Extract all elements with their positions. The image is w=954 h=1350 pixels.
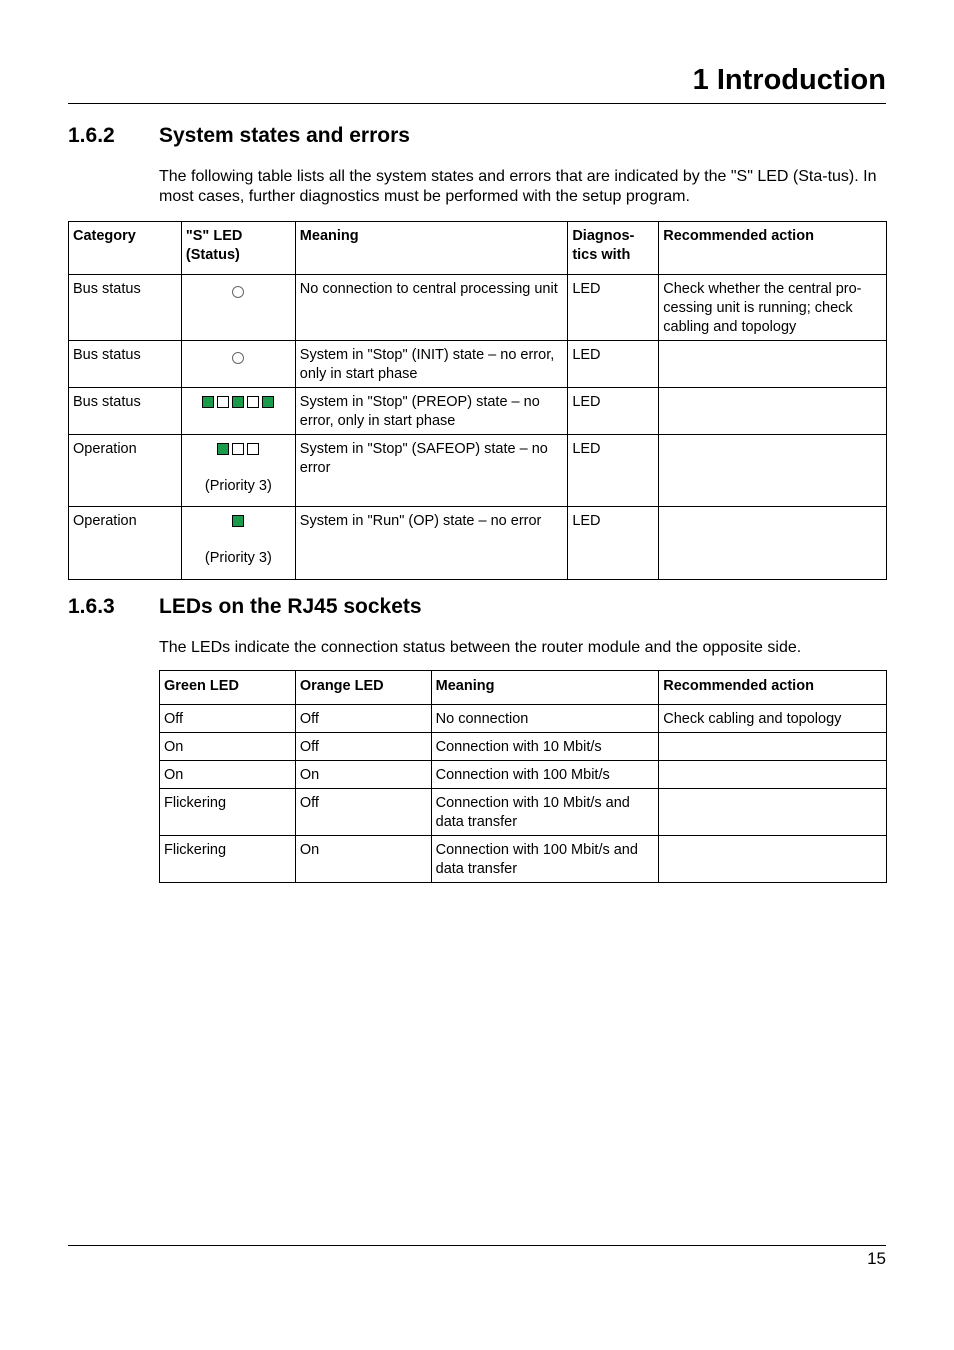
section-intro: The following table lists all the system states and errors that are indicated by the "S" LED (Sta-tus). In most cases, further diagnostics must be performed with the setup program. xyxy=(159,168,877,205)
table-cell xyxy=(659,733,887,761)
table-cell: Bus status xyxy=(69,388,182,435)
table-cell: System in "Stop" (INIT) state – no error, only in start phase xyxy=(295,341,568,388)
table-cell: Connection with 100 Mbit/s xyxy=(431,761,659,789)
system-states-table xyxy=(68,221,887,580)
led-cell xyxy=(181,435,295,507)
table-cell xyxy=(659,435,887,507)
table-cell xyxy=(659,761,887,789)
table-cell xyxy=(659,836,887,883)
led-on-square-icon xyxy=(232,515,244,527)
table-cell: LED xyxy=(568,341,659,388)
led-on-square-icon xyxy=(217,443,229,455)
table-cell: LED xyxy=(568,388,659,435)
led-pattern-100-icon xyxy=(186,443,291,455)
table-cell: Off xyxy=(295,789,431,836)
table-cell: Bus status xyxy=(69,275,182,341)
page-number: 15 xyxy=(867,1249,886,1268)
table-header-row xyxy=(160,671,887,705)
table-cell xyxy=(659,789,887,836)
section-title: LEDs on the RJ45 sockets xyxy=(159,595,422,618)
led-off-square-icon xyxy=(247,443,259,455)
priority-note: (Priority 3) xyxy=(204,478,272,494)
footer-rule xyxy=(68,1245,886,1246)
table-cell: Off xyxy=(160,705,296,733)
table-cell: System in "Stop" (PREOP) state – no error, only in start phase xyxy=(295,388,568,435)
table-cell: Check cabling and topology xyxy=(659,705,887,733)
table-cell xyxy=(659,388,887,435)
led-cell xyxy=(181,341,295,388)
table-row xyxy=(160,705,887,733)
section-number: 1.6.3 xyxy=(68,595,115,618)
table-row xyxy=(160,836,887,883)
led-off-square-icon xyxy=(232,443,244,455)
chapter-title: 1 Introduction xyxy=(692,64,886,96)
table-cell: Bus status xyxy=(69,341,182,388)
column-header: Orange LED xyxy=(295,671,431,705)
led-on-square-icon xyxy=(232,396,244,408)
table-row xyxy=(69,435,887,507)
table-header-row xyxy=(69,222,887,275)
table-cell: No connection to central processing unit xyxy=(295,275,568,341)
table-cell: System in "Stop" (SAFEOP) state – no error xyxy=(295,435,568,507)
table-cell: Flickering xyxy=(160,789,296,836)
table-cell: System in "Run" (OP) state – no error xyxy=(295,507,568,580)
table-cell: On xyxy=(295,761,431,789)
column-header: Category xyxy=(69,222,182,275)
led-cell xyxy=(181,388,295,435)
table-cell xyxy=(659,507,887,580)
led-on-square-icon xyxy=(186,515,291,527)
led-off-circle-icon xyxy=(232,286,244,298)
table-row xyxy=(69,341,887,388)
section-intro: The LEDs indicate the connection status between the router module and the opposite side. xyxy=(159,639,802,656)
table-row xyxy=(69,388,887,435)
table-cell: LED xyxy=(568,507,659,580)
table-cell: Operation xyxy=(69,507,182,580)
table-cell xyxy=(659,341,887,388)
column-header: Recommended action xyxy=(659,671,887,705)
table-cell: Connection with 100 Mbit/s and data transfer xyxy=(431,836,659,883)
column-header: Meaning xyxy=(431,671,659,705)
table-cell: Check whether the central pro-cessing unit is running; check cabling and topology xyxy=(659,275,887,341)
column-header: Recommended action xyxy=(659,222,887,275)
table-row xyxy=(69,507,887,580)
table-row xyxy=(69,275,887,341)
table-cell: Connection with 10 Mbit/s xyxy=(431,733,659,761)
table-row xyxy=(160,761,887,789)
column-header: Green LED xyxy=(160,671,296,705)
table-cell: No connection xyxy=(431,705,659,733)
table-row xyxy=(160,733,887,761)
led-off-circle-icon xyxy=(232,352,244,364)
column-header: Meaning xyxy=(295,222,568,275)
table-cell: Connection with 10 Mbit/s and data transfer xyxy=(431,789,659,836)
column-header: Diagnos-tics with xyxy=(568,222,659,275)
header-rule xyxy=(68,103,886,104)
led-off-square-icon xyxy=(217,396,229,408)
table-cell: LED xyxy=(568,435,659,507)
table-cell: Off xyxy=(295,705,431,733)
section-title: System states and errors xyxy=(159,124,410,147)
table-row xyxy=(160,789,887,836)
led-off-square-icon xyxy=(247,396,259,408)
table-cell: LED xyxy=(568,275,659,341)
table-cell: On xyxy=(160,733,296,761)
table-cell: On xyxy=(295,836,431,883)
table-cell: Flickering xyxy=(160,836,296,883)
led-cell xyxy=(181,275,295,341)
table-cell: Operation xyxy=(69,435,182,507)
column-header: "S" LED (Status) xyxy=(181,222,295,275)
priority-note: (Priority 3) xyxy=(204,550,272,566)
led-pattern-10101-icon xyxy=(186,396,291,408)
table-cell: Off xyxy=(295,733,431,761)
led-on-square-icon xyxy=(202,396,214,408)
table-cell: On xyxy=(160,761,296,789)
rj45-leds-table xyxy=(159,670,887,883)
led-on-square-icon xyxy=(262,396,274,408)
section-number: 1.6.2 xyxy=(68,124,115,147)
led-cell xyxy=(181,507,295,580)
